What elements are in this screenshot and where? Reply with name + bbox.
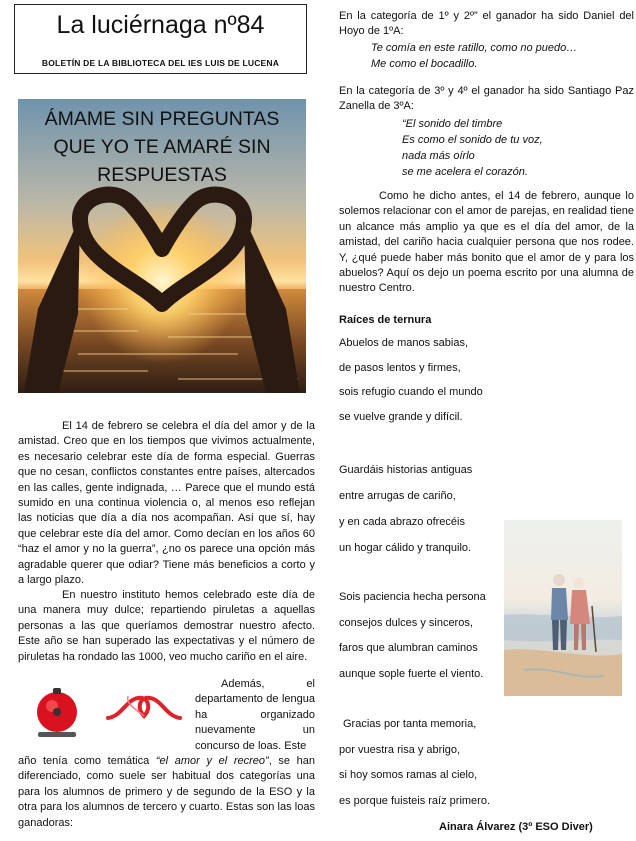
poem-line: sois refugio cuando el mundo <box>339 386 483 398</box>
poem-line: se vuelve grande y difícil. <box>339 410 463 423</box>
poem-line: Guardáis historias antiguas <box>339 464 473 476</box>
poem-line: se me acelera el corazón. <box>402 166 528 178</box>
poem-line: un hogar cálido y tranquilo. <box>339 542 472 554</box>
poem-line: es porque fuisteis raíz primero. <box>339 794 491 807</box>
heart-hands-sunset-image <box>18 99 306 393</box>
poem-line: nada más oírlo <box>402 150 475 162</box>
poem-line: Me como el bocadillo. <box>371 58 478 70</box>
alarm-bell-icon <box>28 684 86 742</box>
newsletter-subtitle: BOLETÍN DE LA BIBLIOTECA DEL IES LUIS DE LUCENA <box>41 58 280 68</box>
poem-line: por vuestra risa y abrigo, <box>339 743 461 756</box>
newsletter-header <box>14 4 307 74</box>
poem-line: Es como el sonido de tu voz, <box>402 134 543 146</box>
poem-line: si hoy somos ramas al cielo, <box>339 769 478 781</box>
poem-stanza-4 <box>339 717 509 819</box>
poem-line: de pasos lentos y firmes, <box>339 361 461 374</box>
winner-2-poem <box>402 116 632 180</box>
contest-text: año tenía como temática <box>18 755 156 767</box>
hero-quote <box>18 105 306 189</box>
contest-paragraph-start: Además, el departamento de lengua ha organizado nuevamente un concurso de loas. Este <box>195 678 315 752</box>
hero-quote-line: ÁMAME SIN PREGUNTAS <box>44 108 280 130</box>
grandparents-intro-paragraph: Como he dicho antes, el 14 de febrero, aunque lo solemos relacionar con el amor de parejas, en realidad tiene un alcance más amplio ya que es el día del amor, de la amistad, del cariño hacia cualquier persona que nos rodee. Y, ¿qué puede haber más bonito que el amor de y para los abuelos? Aquí os dejo un poema escrito por una alumna de nuestro Centro. <box>339 190 634 295</box>
poem-line: Te comía en este ratillo, como no puedo… <box>371 42 578 54</box>
poem-line: aunque sople fuerte el viento. <box>339 667 484 680</box>
grandparents-beach-image <box>504 520 622 696</box>
poem-line: Gracias por tanta memoria, <box>343 718 477 730</box>
poem-line: Abuelos de manos sabias, <box>339 337 469 349</box>
intro-paragraph: El 14 de febrero se celebra el día del amor y de la amistad. Creo que en los tiempos que vivimos actualmente, es necesario celebrar este día de forma especial. Guerras que no cesan, conflictos constantes entre países, altercados en las calles, gente indignada, … Parece que el mundo está sumido en una continua violencia o, al menos eso reflejan las noticias que día a día nos acompañan. Así que sí, hay que celebrar este día del amor. Como decían en los años 60 “haz el amor y no la guerra”, ¿no os parece una opción más agradable querer que odiar? Tiene más beneficios a corto y a largo plazo. <box>18 420 315 587</box>
poem-author: Ainara Álvarez (3º ESO Diver) <box>439 821 593 833</box>
lollipop-paragraph: En nuestro instituto hemos celebrado este día de una manera muy dulce; repartiendo piruletas a aquellas personas a las que queríamos demostrar nuestro afecto. Este año se han superado las expectativas y el número de piruletas ha rondado las 1000, veo mucho cariño en el aire. <box>18 589 315 663</box>
poem-line: faros que alumbran caminos <box>339 642 478 654</box>
poem-line: “El sonido del timbre <box>402 118 503 130</box>
poem-stanza-3 <box>339 590 499 692</box>
poem-title: Raíces de ternura <box>339 314 432 326</box>
hero-quote-line: QUE YO TE AMARÉ SIN <box>53 136 271 158</box>
poem-line: entre arrugas de cariño, <box>339 490 456 502</box>
newsletter-title: La luciérnaga nº84 <box>56 11 265 39</box>
winner-2-text: En la categoría de 3º y 4º el ganador ha sido Santiago Paz Zanella de 3ºA: <box>339 85 634 113</box>
hero-quote-line: RESPUESTAS <box>97 164 227 186</box>
contest-theme: “el amor y el recreo” <box>155 755 269 767</box>
winner-1-poem <box>371 40 631 72</box>
contest-text: , se han diferenciado, como suele ser habitual dos categorías una para los alumnos de primero y de segundo de la ESO y la otra para los alumnos de tercero y cuarto. Estas son las loas ganadoras: <box>18 755 316 829</box>
contest-paragraph-end <box>18 754 315 831</box>
ribbon-heart-icon <box>104 686 184 732</box>
poem-line: y en cada abrazo ofrecéis <box>339 516 465 528</box>
poem-line: Sois paciencia hecha persona <box>339 591 486 603</box>
poem-stanza-2 <box>339 463 499 567</box>
winner-1-text: En la categoría de 1º y 2º” el ganador ha sido Daniel del Hoyo de 1ºA: <box>339 10 634 38</box>
poem-stanza-1 <box>339 336 499 434</box>
poem-line: consejos dulces y sinceros, <box>339 616 473 629</box>
